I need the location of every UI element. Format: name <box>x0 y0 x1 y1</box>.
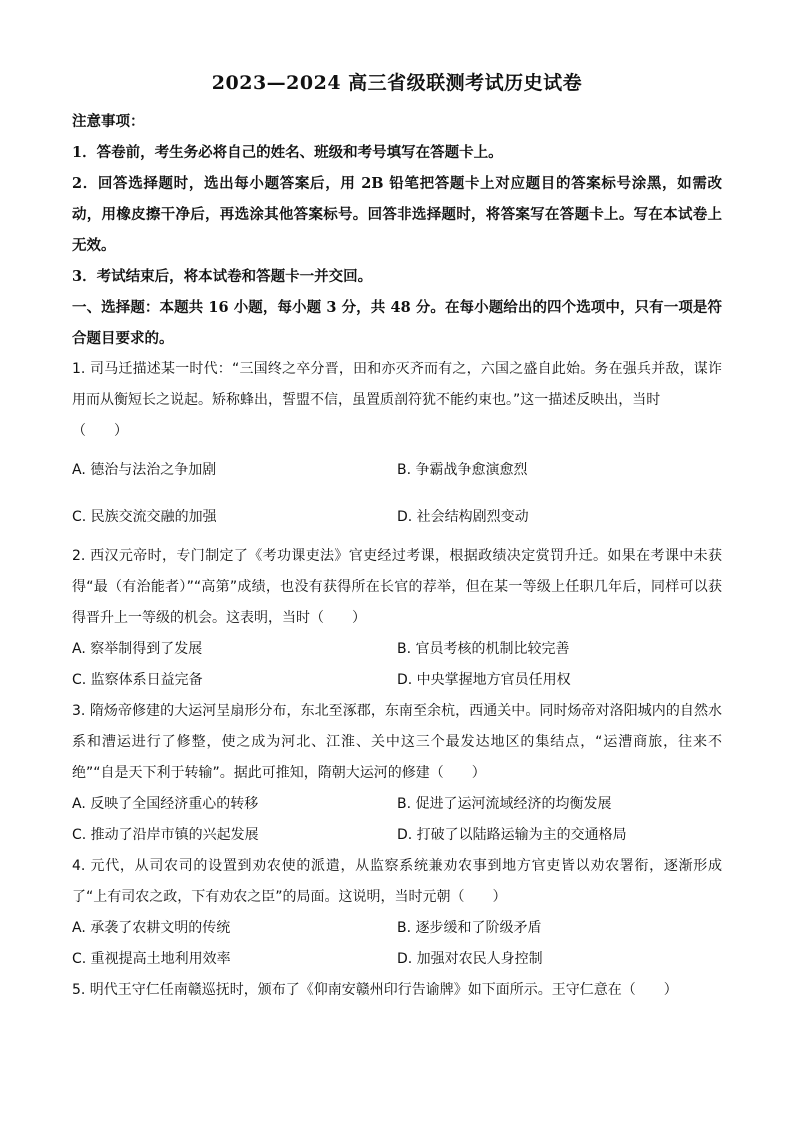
notice-heading: 注意事项： <box>72 113 145 130</box>
option-b: B. 促进了运河流域经济的均衡发展 <box>397 796 612 812</box>
question-1-options <box>72 447 722 541</box>
option-c: C. 推动了沿岸市镇的兴起发展 <box>72 827 259 843</box>
option-a: A. 察举制得到了发展 <box>72 641 203 657</box>
exam-page <box>72 70 722 1006</box>
question-4-stem: 4. 元代，从司农司的设置到劝农使的派遣，从监察系统兼劝农事到地方官吏皆以劝农署衔，逐渐形成了“上有司农之政，下有劝农之臣”的局面。这说明，当时元朝（ ） <box>72 858 722 905</box>
option-b: B. 逐步缓和了阶级矛盾 <box>397 920 542 936</box>
option-d: D. 中央掌握地方官员任用权 <box>397 672 571 688</box>
question-4-options <box>72 913 722 975</box>
section-heading: 一、选择题：本题共 16 小题，每小题 3 分，共 48 分。在每小题给出的四个选项中，只有一项是符合题目要求的。 <box>72 299 722 347</box>
notice-item: 1．答卷前，考生务必将自己的姓名、班级和考号填写在答题卡上。 <box>72 144 503 161</box>
option-c: C. 民族交流交融的加强 <box>72 509 217 525</box>
option-d: D. 社会结构剧烈变动 <box>397 509 529 525</box>
answer-paren: （ ） <box>72 423 128 439</box>
notice-item: 2．回答选择题时，选出每小题答案后，用 2B 铅笔把答题卡上对应题目的答案标号涂黑，如需改动，用橡皮擦干净后，再选涂其他答案标号。回答非选择题时，将答案写在答题卡上。写在本试卷上无效。 <box>72 175 722 254</box>
option-d: D. 加强对农民人身控制 <box>397 951 543 967</box>
question-3-stem: 3. 隋炀帝修建的大运河呈扇形分布，东北至涿郡，东南至余杭，西通关中。同时炀帝对洛阳城内的自然水系和漕运进行了修整，使之成为河北、江淮、关中这三个最发达地区的集结点，“运漕商旅，往来不绝”“自是天下利于转输”。据此可推知，隋朝大运河的修建（ ） <box>72 703 722 781</box>
option-b: B. 官员考核的机制比较完善 <box>397 641 570 657</box>
option-c: C. 监察体系日益完备 <box>72 672 203 688</box>
option-d: D. 打破了以陆路运输为主的交通格局 <box>397 827 627 843</box>
option-c: C. 重视提高土地利用效率 <box>72 951 231 967</box>
question-2-options <box>72 634 722 696</box>
question-1-stem <box>72 354 722 447</box>
option-a: A. 反映了全国经济重心的转移 <box>72 796 259 812</box>
exam-title: 2023—2024 高三省级联测考试历史试卷 <box>211 72 583 94</box>
question-5-stem: 5. 明代王守仁任南赣巡抚时，颁布了《仰南安赣州印行告谕牌》如下面所示。王守仁意在（ ） <box>72 982 678 998</box>
notice-item: 3．考试结束后，将本试卷和答题卡一并交回。 <box>72 268 373 285</box>
question-2-stem: 2. 西汉元帝时，专门制定了《考功课吏法》官吏经过考课，根据政绩决定赏罚升迁。如果在考课中未获得“最（有治能者）”“高第”成绩，也没有获得所在长官的荐举，但在某一等级上任职几年后，同样可以获得晋升上一等级的机会。这表明，当时（ ） <box>72 548 722 626</box>
question-3-options <box>72 789 722 851</box>
option-b: B. 争霸战争愈演愈烈 <box>397 462 528 478</box>
question-1-text: 1. 司马迁描述某一时代：“三国终之卒分晋，田和亦灭齐而有之，六国之盛自此始。务在强兵并敌，谋诈用而从衡短长之说起。矫称蜂出，誓盟不信，虽置质剖符犹不能约束也。”这一描述反映出，当时 <box>72 361 722 408</box>
option-a: A. 德治与法治之争加剧 <box>72 462 217 478</box>
option-a: A. 承袭了农耕文明的传统 <box>72 920 231 936</box>
